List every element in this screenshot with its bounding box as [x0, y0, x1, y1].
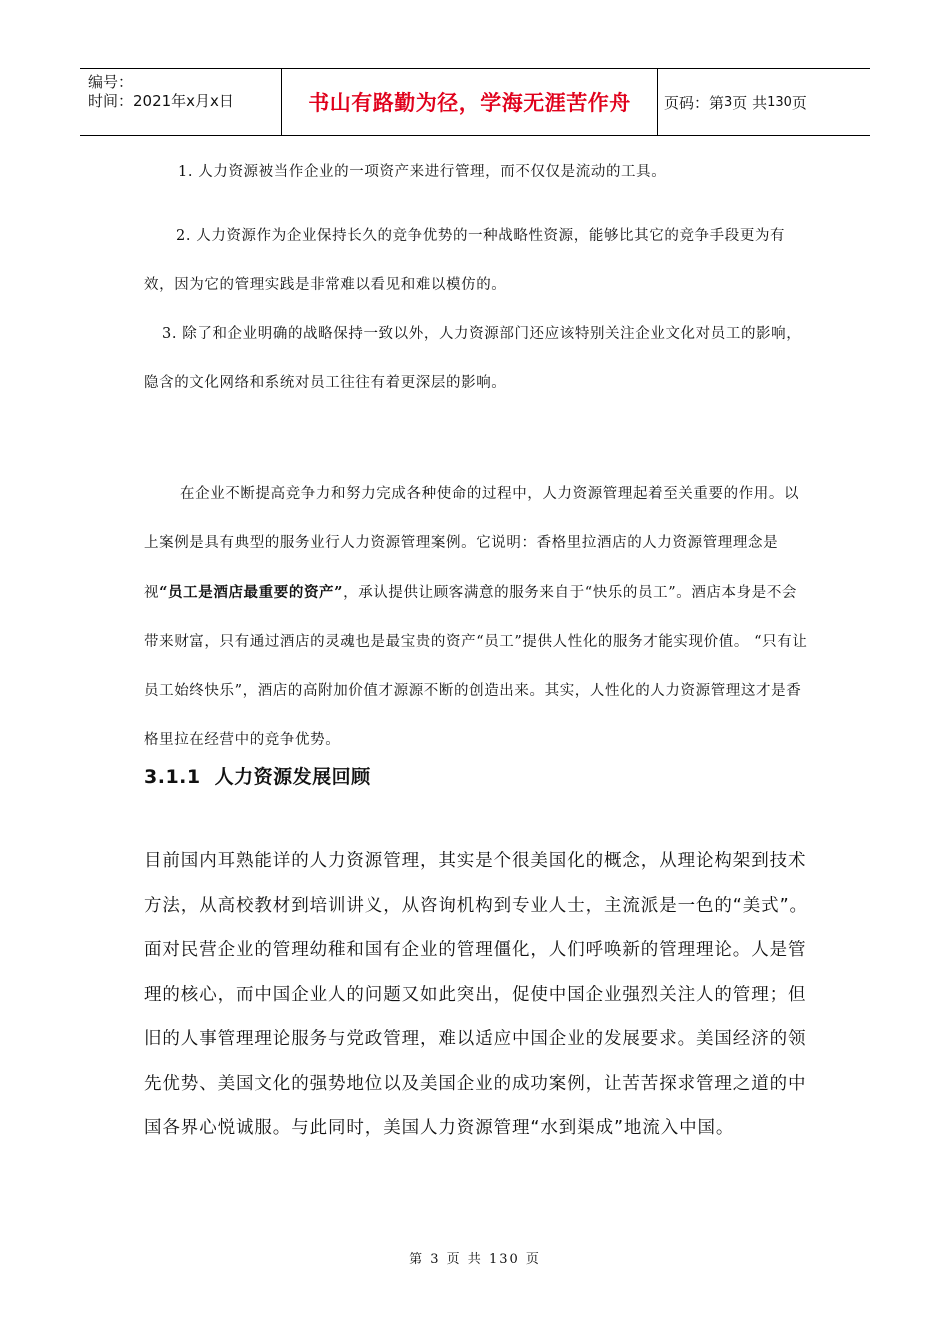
case-paragraph — [144, 470, 808, 765]
page-total: 130 — [767, 94, 792, 110]
footer-prefix: 第 — [409, 1252, 425, 1267]
section-title: 人力资源发展回顾 — [214, 766, 371, 788]
page-label-prefix: 页码：第 — [664, 93, 725, 112]
list-item-3: 3. 除了和企业明确的战略保持一致以外，人力资源部门还应该特别关注企业文化对员工的影响，隐含的文化网络和系统对员工往往有着更深层的影响。 — [144, 326, 802, 391]
case-paragraph-part1: 在企业不断提高竞争力和努力完成各种使命的过程中，人力资源管理起着至关重要的作用。以上案例是具有典型的服务业行人力资源管理案例。它说明：香格里拉酒店的人力资源管理理念是视 — [144, 486, 800, 601]
page-label-mid: 页 共 — [732, 93, 768, 112]
case-paragraph-bold: “员工是酒店最重要的资产” — [159, 584, 344, 601]
footer-mid: 页 共 — [446, 1252, 483, 1267]
header-meta — [80, 69, 282, 135]
date-label: 时间：2021年x月x日 — [88, 92, 234, 110]
list-item-2: 2. 人力资源作为企业保持长久的竞争优势的一种战略性资源，能够比其它的竞争手段更为有效，因为它的管理实践是非常难以看见和难以模仿的。 — [144, 228, 786, 293]
page-footer — [0, 1248, 950, 1267]
header-page-counter — [658, 69, 870, 135]
case-paragraph-part2: ，承认提供让顾客满意的服务来自于“快乐的员工”。酒店本身是不会带来财富，只有通过酒店的灵魂也是最宝贵的资产“员工”提供人性化的服务才能实现价值。 “只有让员工始终快乐”，酒店的高附加价值才源源不断的创造出来。其实，人性化的人力资源管理这才是香格里拉在经营中的竞争优势。 — [144, 585, 808, 748]
header-motto: 书山有路勤为径，学海无涯苦作舟 — [308, 91, 631, 115]
section-heading — [144, 762, 371, 789]
page-header — [80, 68, 870, 136]
footer-suffix: 页 — [525, 1252, 541, 1267]
page-number: 3 — [724, 94, 733, 110]
header-motto-cell — [282, 69, 658, 135]
footer-total: 130 — [488, 1252, 520, 1267]
serial-label: 编号： — [88, 73, 134, 91]
section-paragraph: 目前国内耳熟能详的人力资源管理，其实是个很美国化的概念，从理论构架到技术方法，从高校教材到培训讲义，从咨询机构到专业人士，主流派是一色的“美式”。面对民营企业的管理幼稚和国有企业的管理僵化，人们呼唤新的管理理论。人是管理的核心，而中国企业人的问题又如此突出，促使中国企业强烈关注人的管理；但旧的人事管理理论服务与党政管理，难以适应中国企业的发展要求。美国经济的领先优势、美国文化的强势地位以及美国企业的成功案例，让苦苦探求管理之道的中国各界心悦诚服。与此同时，美国人力资源管理“水到渠成”地流入中国。 — [144, 851, 808, 1138]
list-item-1: 1. 人力资源被当作企业的一项资产来进行管理，而不仅仅是流动的工具。 — [178, 164, 667, 180]
footer-page: 3 — [430, 1252, 441, 1267]
page-label-suffix: 页 — [791, 93, 807, 112]
section-number: 3.1.1 — [144, 766, 201, 788]
